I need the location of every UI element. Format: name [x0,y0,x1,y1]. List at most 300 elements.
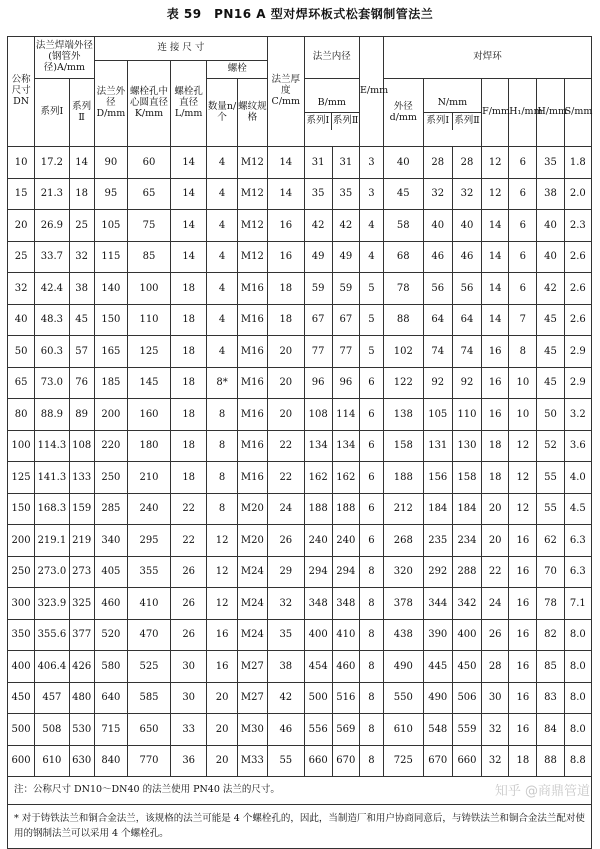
table-cell: 300 [8,588,35,620]
table-cell: 210 [128,462,171,494]
table-cell: 4 [359,210,383,242]
table-cell: 32 [69,241,94,273]
table-cell: 32 [268,588,305,620]
table-cell: 26 [482,619,509,651]
table-cell: 14 [268,178,305,210]
table-cell: 715 [94,714,127,746]
table-cell: 460 [332,651,359,683]
table-cell: 188 [304,493,332,525]
table-cell: 6 [359,462,383,494]
table-cell: 22 [170,493,207,525]
table-cell: 14 [69,147,94,179]
table-cell: 219 [69,525,94,557]
table-cell: 640 [94,682,127,714]
table-cell: 49 [304,241,332,273]
table-cell: 240 [128,493,171,525]
table-cell: 28 [482,651,509,683]
table-row [8,556,592,588]
table-cell: 46 [452,241,481,273]
table-cell: 3.2 [564,399,591,431]
table-cell: 21.3 [35,178,69,210]
table-cell: 188 [383,462,423,494]
table-cell: 46 [268,714,305,746]
table-cell: 220 [94,430,127,462]
table-cell: 40 [452,210,481,242]
table-cell: 76 [69,367,94,399]
table-cell: 8 [359,745,383,777]
table-cell: 45 [69,304,94,336]
table-cell: 184 [452,493,481,525]
table-cell: 55 [537,493,564,525]
table-cell: M24 [237,556,267,588]
table-row [8,178,592,210]
table-cell: 8 [359,682,383,714]
table-cell: 348 [304,588,332,620]
table-cell: 6 [509,241,537,273]
table-cell: 57 [69,336,94,368]
table-cell: 56 [452,273,481,305]
table-cell: 8 [207,430,237,462]
table-cell: 355 [128,556,171,588]
table-cell: 8 [359,556,383,588]
table-cell: 95 [94,178,127,210]
table-cell: 294 [304,556,332,588]
header-bore-sub [304,79,359,147]
table-cell: 12 [509,462,537,494]
table-cell: 6 [359,430,383,462]
table-cell: 16 [509,714,537,746]
table-cell: 16 [482,399,509,431]
table-row [8,147,592,179]
table-row [8,210,592,242]
table-cell: 8.0 [564,651,591,683]
table-cell: 520 [94,619,127,651]
table-cell: 8 [359,619,383,651]
table-cell: 4 [207,241,237,273]
table-cell: 610 [383,714,423,746]
header-f: F/mm [482,79,509,147]
table-cell: 294 [332,556,359,588]
table-cell: 6 [509,273,537,305]
table-cell: 8.0 [564,714,591,746]
table-cell: 32 [8,273,35,305]
table-cell: M16 [237,336,267,368]
table-cell: 12 [482,147,509,179]
table-cell: 470 [128,619,171,651]
table-cell: 6 [509,178,537,210]
table-cell: 6 [359,367,383,399]
table-cell: 33 [170,714,207,746]
table-cell: 38 [268,651,305,683]
table-cell: 250 [94,462,127,494]
header-ring-n-unit: N/mm [424,95,481,113]
table-cell: 22 [268,462,305,494]
header-dn: 公称尺寸DN [8,37,35,147]
table-cell: 16 [482,336,509,368]
table-cell: 162 [304,462,332,494]
table-cell: 2.6 [564,304,591,336]
table-cell: 5 [359,273,383,305]
table-cell: 4 [207,147,237,179]
table-cell: 28 [452,147,481,179]
table-cell: 78 [383,273,423,305]
table-row [8,619,592,651]
table-cell: 188 [332,493,359,525]
table-cell: 18 [170,462,207,494]
table-cell: 42 [332,210,359,242]
table-cell: 67 [304,304,332,336]
table-cell: 405 [94,556,127,588]
table-cell: 42.4 [35,273,69,305]
header-bore-series-2: 系列Ⅱ [332,115,359,126]
table-cell: 32 [482,714,509,746]
table-cell: 65 [8,367,35,399]
table-cell: 320 [383,556,423,588]
table-cell: 160 [128,399,171,431]
table-cell: 18 [482,462,509,494]
table-cell: 8.8 [564,745,591,777]
table-cell: 3.6 [564,430,591,462]
flange-dimension-table [7,36,592,849]
table-cell: 285 [94,493,127,525]
table-cell: 64 [423,304,452,336]
table-cell: 18 [170,367,207,399]
header-ring-series-1: 系列Ⅰ [424,113,453,130]
table-cell: 40 [537,241,564,273]
table-cell: 184 [423,493,452,525]
table-row [8,682,592,714]
header-ring-n-sub [423,79,481,147]
table-cell: 15 [8,178,35,210]
table-cell: 96 [332,367,359,399]
table-cell: 18 [268,273,305,305]
table-cell: 450 [452,651,481,683]
table-row [8,367,592,399]
table-cell: 159 [69,493,94,525]
table-cell: 16 [207,651,237,683]
table-cell: 20 [207,682,237,714]
header-bolt-hole: 螺栓孔直径L/mm [170,61,207,147]
table-cell: 16 [509,556,537,588]
table-cell: 38 [537,178,564,210]
table-cell: 770 [128,745,171,777]
table-cell: 88.9 [35,399,69,431]
table-cell: 74 [452,336,481,368]
table-row [8,241,592,273]
table-cell: 85 [537,651,564,683]
table-cell: 12 [207,588,237,620]
table-cell: 530 [69,714,94,746]
table-cell: 12 [207,556,237,588]
table-cell: 342 [452,588,481,620]
header-bolt-qty: 数量n/个 [207,79,237,147]
table-cell: 22 [482,556,509,588]
table-cell: 4 [207,273,237,305]
table-cell: 556 [304,714,332,746]
table-cell: 131 [423,430,452,462]
table-cell: 108 [304,399,332,431]
table-cell: 2.3 [564,210,591,242]
table-cell: 40 [8,304,35,336]
table-cell: 40 [423,210,452,242]
table-cell: 22 [268,430,305,462]
table-cell: 200 [8,525,35,557]
table-cell: 32 [482,745,509,777]
table-cell: 122 [383,367,423,399]
table-cell: 8.0 [564,619,591,651]
table-cell: 8 [207,399,237,431]
table-cell: 18 [170,273,207,305]
table-cell: 24 [482,588,509,620]
table-cell: 6 [359,493,383,525]
table-cell: 20 [482,525,509,557]
table-cell: 200 [94,399,127,431]
table-cell: 16 [482,367,509,399]
table-cell: 585 [128,682,171,714]
header-ring-od: 外径d/mm [383,79,423,147]
table-cell: 35 [304,178,332,210]
header-h: H/mm [537,79,564,147]
table-cell: 114.3 [35,430,69,462]
table-row [8,399,592,431]
table-cell: 32 [423,178,452,210]
table-cell: 660 [452,745,481,777]
table-cell: 68 [383,241,423,273]
table-cell: 88 [383,304,423,336]
table-cell: 16 [509,651,537,683]
table-cell: 273.0 [35,556,69,588]
table-cell: 65 [128,178,171,210]
table-cell: M16 [237,430,267,462]
header-flange-thickness: 法兰厚度C/mm [268,37,305,147]
table-cell: 162 [332,462,359,494]
table-cell: 16 [509,588,537,620]
table-cell: 4 [207,178,237,210]
table-cell: M33 [237,745,267,777]
table-row [8,304,592,336]
header-bolt-circle: 螺栓孔中心圆直径K/mm [128,61,171,147]
table-cell: 92 [423,367,452,399]
table-cell: 6.3 [564,556,591,588]
header-e: E/mm [359,37,383,147]
table-cell: 4 [207,336,237,368]
table-cell: 35 [537,147,564,179]
watermark-text: 知乎 @商鼎管道 [494,784,590,799]
table-cell: 8 [359,588,383,620]
header-series-2: 系列Ⅱ [69,79,94,147]
table-cell: 102 [383,336,423,368]
table-cell: 670 [332,745,359,777]
table-cell: 16 [207,619,237,651]
table-cell: 17.2 [35,147,69,179]
table-cell: 14 [482,241,509,273]
table-cell: 165 [94,336,127,368]
table-cell: 35 [268,619,305,651]
table-cell: M16 [237,304,267,336]
table-cell: 325 [69,588,94,620]
table-cell: 80 [8,399,35,431]
table-row [8,273,592,305]
table-cell: 168.3 [35,493,69,525]
table-cell: 250 [8,556,35,588]
table-cell: 75 [128,210,171,242]
table-cell: 2.6 [564,273,591,305]
table-cell: 559 [452,714,481,746]
table-cell: 378 [383,588,423,620]
table-cell: 20 [207,714,237,746]
table-cell: 45 [537,367,564,399]
table-cell: 134 [304,430,332,462]
header-bore-unit: B/mm [305,95,359,113]
table-cell: 32 [452,178,481,210]
table-cell: 344 [423,588,452,620]
table-cell: 48.3 [35,304,69,336]
table-cell: 438 [383,619,423,651]
table-cell: 630 [69,745,94,777]
table-cell: 240 [304,525,332,557]
table-cell: 16 [509,619,537,651]
table-cell: 88 [537,745,564,777]
table-cell: 24 [268,493,305,525]
table-cell: 1.8 [564,147,591,179]
table-cell: 454 [304,651,332,683]
table-cell: 6 [359,525,383,557]
table-cell: 410 [332,619,359,651]
table-cell: 6 [509,147,537,179]
table-cell: 348 [332,588,359,620]
table-cell: 74 [423,336,452,368]
table-cell: 83 [537,682,564,714]
table-cell: 45 [383,178,423,210]
table-cell: 268 [383,525,423,557]
table-cell: 26 [170,556,207,588]
table-cell: 4.0 [564,462,591,494]
table-cell: 610 [35,745,69,777]
table-cell: M16 [237,273,267,305]
table-cell: 8 [207,462,237,494]
table-row [8,336,592,368]
table-cell: 115 [94,241,127,273]
table-cell: 18 [170,399,207,431]
header-flange-bore: 法兰内径 [304,37,359,79]
table-cell: 110 [128,304,171,336]
table-cell: 18 [509,745,537,777]
table-cell: 670 [423,745,452,777]
table-cell: 10 [509,399,537,431]
table-cell: 96 [304,367,332,399]
table-cell: 600 [8,745,35,777]
table-cell: 16 [268,210,305,242]
table-cell: 460 [94,588,127,620]
table-cell: 2.9 [564,367,591,399]
table-cell: 30 [482,682,509,714]
table-cell: M16 [237,399,267,431]
table-cell: 457 [35,682,69,714]
table-cell: 150 [94,304,127,336]
table-cell: M20 [237,525,267,557]
table-cell: 8.0 [564,682,591,714]
table-cell: 20 [482,493,509,525]
table-cell: 340 [94,525,127,557]
table-cell: 400 [8,651,35,683]
table-cell: 14 [268,147,305,179]
table-cell: 31 [304,147,332,179]
table-row [8,651,592,683]
table-cell: 288 [452,556,481,588]
table-cell: 14 [170,147,207,179]
table-cell: 105 [94,210,127,242]
table-cell: 45 [537,336,564,368]
table-cell: 7 [509,304,537,336]
table-cell: 550 [383,682,423,714]
table-cell: 16 [509,525,537,557]
table-cell: 14 [170,241,207,273]
table-cell: M24 [237,619,267,651]
table-cell: 59 [332,273,359,305]
table-cell: 840 [94,745,127,777]
table-cell: 219.1 [35,525,69,557]
table-cell: 25 [8,241,35,273]
table-cell: 490 [423,682,452,714]
table-cell: 30 [170,651,207,683]
table-cell: 234 [452,525,481,557]
table-body [8,147,592,777]
table-cell: M12 [237,210,267,242]
table-cell: 30 [170,682,207,714]
table-cell: 100 [128,273,171,305]
table-cell: 8* [207,367,237,399]
table-cell: 28 [423,147,452,179]
table-cell: M12 [237,241,267,273]
table-cell: 14 [482,273,509,305]
table-cell: 20 [207,745,237,777]
table-cell: M16 [237,367,267,399]
table-cell: 134 [332,430,359,462]
table-cell: 8 [359,651,383,683]
table-cell: 14 [170,178,207,210]
table-cell: 36 [170,745,207,777]
table-cell: 20 [268,367,305,399]
header-flange-od: 法兰外径D/mm [94,61,127,147]
table-cell: 450 [8,682,35,714]
header-series-1: 系列Ⅰ [35,79,69,147]
table-cell: 8 [509,336,537,368]
table-cell: 26.9 [35,210,69,242]
table-cell: 125 [128,336,171,368]
table-cell: 180 [128,430,171,462]
table-cell: 40 [537,210,564,242]
table-cell: 12 [509,493,537,525]
table-cell: 295 [128,525,171,557]
table-cell: 125 [8,462,35,494]
table-cell: 110 [452,399,481,431]
table-cell: 56 [423,273,452,305]
table-cell: 59 [304,273,332,305]
table-row [8,462,592,494]
table-cell: 18 [170,336,207,368]
table-cell: 105 [423,399,452,431]
table-cell: 14 [170,210,207,242]
table-cell: 50 [537,399,564,431]
table-cell: 42 [537,273,564,305]
table-cell: 42 [268,682,305,714]
table-cell: 660 [304,745,332,777]
table-cell: 26 [170,619,207,651]
table-cell: 133 [69,462,94,494]
table-cell: 26 [268,525,305,557]
table-cell: 49 [332,241,359,273]
table-cell: 6 [359,399,383,431]
